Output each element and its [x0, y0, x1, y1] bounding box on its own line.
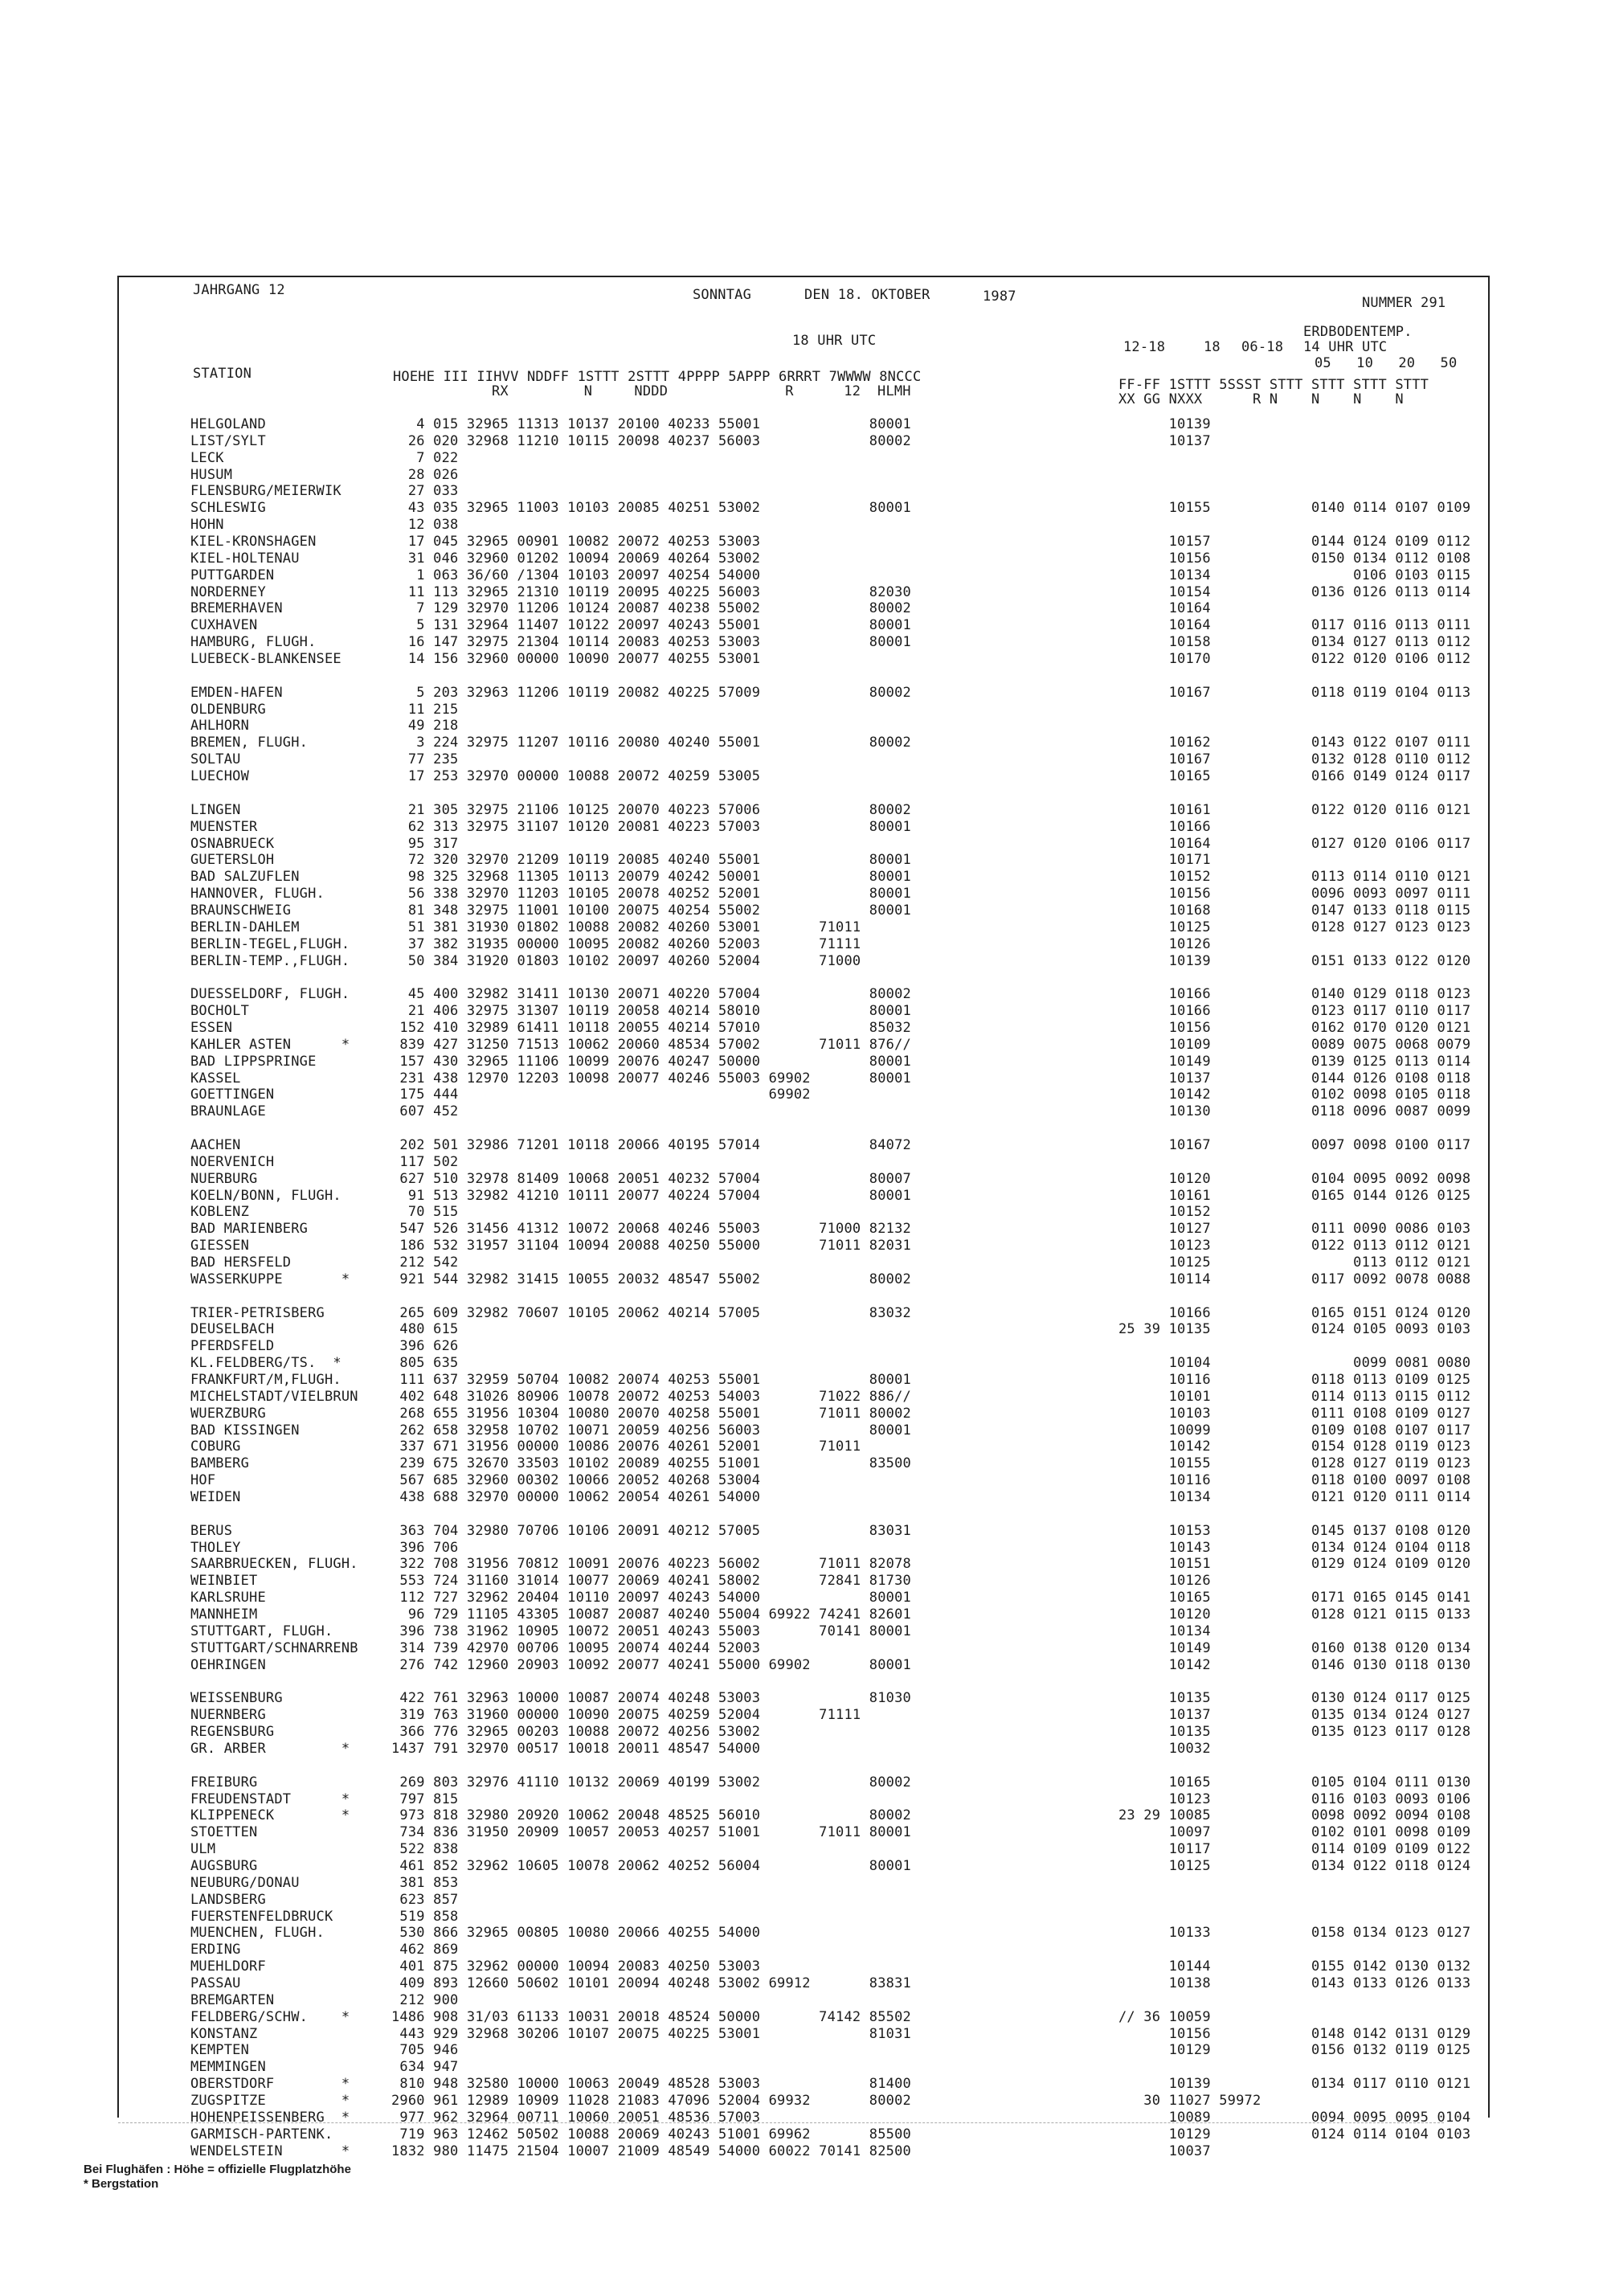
station-extra-values: 10134 0106 0103 0115	[1118, 567, 1471, 583]
station-name: HELGOLAND	[190, 416, 266, 432]
station-name: BAD LIPPSPRINGE	[190, 1054, 317, 1070]
station-synop-values: 95 317	[391, 836, 459, 852]
footnote-airports: Bei Flughäfen : Höhe = offizielle Flugplatzhöhe	[84, 2163, 351, 2176]
station-synop-values: 810 948 32580 10000 10063 20049 48528 53003 81400	[391, 2076, 911, 2092]
station-name: ZUGSPITZE *	[190, 2093, 350, 2109]
station-name: WEISSENBURG	[190, 1690, 283, 1706]
station-name: FUERSTENFELDBRUCK	[190, 1909, 333, 1925]
station-synop-values: 396 626	[391, 1338, 459, 1354]
station-synop-values: 7 129 32970 11206 10124 20087 40238 55002 80002	[391, 600, 911, 616]
station-synop-values: 461 852 32962 10605 10078 20062 40252 56004 80001	[391, 1858, 911, 1874]
station-synop-values: 212 542	[391, 1254, 459, 1271]
station-extra-values: 10167 0097 0098 0100 0117	[1118, 1137, 1471, 1153]
station-extra-values: 10166 0165 0151 0124 0120	[1118, 1305, 1471, 1321]
station-synop-values: 3 224 32975 11207 10116 20080 40240 55001 80002	[391, 735, 911, 751]
station-extra-values: 10157 0144 0124 0109 0112	[1118, 534, 1471, 550]
station-synop-values: 17 045 32965 00901 10082 20072 40253 53003	[391, 534, 761, 550]
station-synop-values: 117 502	[391, 1154, 459, 1170]
station-synop-values: 265 609 32982 70607 10105 20062 40214 57005 83032	[391, 1305, 911, 1321]
station-name: WENDELSTEIN *	[190, 2143, 350, 2159]
station-extra-values: 10149 0160 0138 0120 0134	[1118, 1640, 1471, 1656]
station-extra-values: 10168 0147 0133 0118 0115	[1118, 902, 1471, 919]
station-synop-values: 797 815	[391, 1791, 459, 1807]
station-extra-values: 10126	[1118, 1573, 1211, 1589]
station-synop-values: 81 348 32975 11001 10100 20075 40254 55002 80001	[391, 902, 911, 919]
main-column-headers-sub: RX N NDDD R 12 HLMH	[492, 383, 911, 399]
station-name: NUERNBERG	[190, 1707, 266, 1723]
station-synop-values: 734 836 31950 20909 10057 20053 40257 51001 71011 80001	[391, 1824, 911, 1840]
station-extra-values: 23 29 10085 0098 0092 0094 0108	[1118, 1807, 1471, 1823]
station-synop-values: 56 338 32970 11203 10105 20078 40252 52001 80001	[391, 886, 911, 902]
station-name: FELDBERG/SCHW. *	[190, 2009, 350, 2025]
station-name: FREUDENSTADT *	[190, 1791, 350, 1807]
station-extra-values: 10164 0117 0116 0113 0111	[1118, 617, 1471, 633]
station-synop-values: 634 947	[391, 2059, 459, 2075]
station-extra-values: 10037	[1118, 2143, 1211, 2159]
station-name: TRIER-PETRISBERG	[190, 1305, 325, 1321]
station-synop-values: 366 776 32965 00203 10088 20072 40256 53002	[391, 1724, 761, 1740]
station-name: FREIBURG	[190, 1774, 258, 1791]
station-extra-values: 10164	[1118, 600, 1211, 616]
station-extra-values: 10125 0128 0127 0123 0123	[1118, 919, 1471, 935]
station-extra-values: 10138 0143 0133 0126 0133	[1118, 1975, 1471, 1991]
station-name: MANNHEIM	[190, 1606, 258, 1623]
station-synop-values: 623 857	[391, 1892, 459, 1908]
station-name: KEMPTEN	[190, 2042, 250, 2058]
station-name: NORDERNEY	[190, 584, 266, 600]
station-synop-values: 12 038	[391, 517, 459, 533]
station-synop-values: 175 444 69902	[391, 1087, 811, 1103]
year-label: 1987	[983, 289, 1016, 305]
station-synop-values: 2960 961 12989 10909 11028 21083 47096 52004 69932 80002	[391, 2093, 911, 2109]
station-extra-values: 10164 0127 0120 0106 0117	[1118, 836, 1471, 852]
station-extra-values: 10171	[1118, 852, 1211, 868]
station-synop-values: 443 929 32968 30206 10107 20075 40225 53001 81031	[391, 2026, 911, 2042]
station-name: MUEHLDORF	[190, 1958, 266, 1975]
station-name: BAD KISSINGEN	[190, 1422, 300, 1439]
station-name: KL.FELDBERG/TS. *	[190, 1355, 341, 1371]
station-synop-values: 977 962 32964 00711 10060 20051 48536 57003	[391, 2110, 761, 2126]
station-synop-values: 21 406 32975 31307 10119 20058 40214 58010 80001	[391, 1003, 911, 1019]
station-name: BAMBERG	[190, 1455, 250, 1471]
station-name: BAD MARIENBERG	[190, 1221, 309, 1237]
station-name: MUENCHEN, FLUGH.	[190, 1925, 325, 1941]
main-time-label: 18 UHR UTC	[792, 333, 877, 349]
station-name: AUGSBURG	[190, 1858, 258, 1874]
station-name: STUTTGART, FLUGH.	[190, 1623, 333, 1639]
station-extra-values: 10156 0148 0142 0131 0129	[1118, 2026, 1471, 2042]
station-synop-values: 231 438 12970 12203 10098 20077 40246 55003 69902 80001	[391, 1070, 911, 1087]
right-column-headers: FF-FF 1STTT 5SSST STTT STTT STTT STTT	[1118, 377, 1429, 393]
station-synop-values: 396 706	[391, 1540, 459, 1556]
station-name: BERLIN-TEGEL,FLUGH.	[190, 936, 350, 952]
station-extra-values: 10116 0118 0100 0097 0108	[1118, 1472, 1471, 1488]
station-synop-values: 409 893 12660 50602 10101 20094 40248 53002 69912 83831	[391, 1975, 911, 1991]
station-synop-values: 319 763 31960 00000 10090 20075 40259 52004 71111	[391, 1707, 861, 1723]
station-extra-values: 10165 0171 0165 0145 0141	[1118, 1590, 1471, 1606]
station-extra-values: 10155 0140 0114 0107 0109	[1118, 500, 1471, 516]
station-synop-values: 438 688 32970 00000 10062 20054 40261 54000	[391, 1489, 761, 1505]
station-extra-values: 10117 0114 0109 0109 0122	[1118, 1841, 1471, 1857]
station-synop-values: 337 671 31956 00000 10086 20076 40261 52001 71011	[391, 1439, 861, 1455]
erdboden-time-label: 14 UHR UTC	[1303, 339, 1388, 355]
station-name: GOETTINGEN	[190, 1087, 275, 1103]
weekday-label: SONNTAG	[693, 287, 752, 303]
station-name: DEUSELBACH	[190, 1321, 275, 1337]
station-synop-values: 5 203 32963 11206 10119 20082 40225 57009 80002	[391, 685, 911, 701]
erdboden-depths: 05 10 20 50	[1315, 355, 1458, 371]
station-synop-values: 77 235	[391, 751, 459, 767]
station-extra-values: 10151 0129 0124 0109 0120	[1118, 1556, 1471, 1572]
station-name: BRAUNSCHWEIG	[190, 902, 292, 919]
station-synop-values: 28 026	[391, 467, 459, 483]
station-name: ULM	[190, 1841, 216, 1857]
right-column-headers-sub: XX GG NXXX R N N N N	[1118, 391, 1404, 407]
station-extra-values: 10099 0109 0108 0107 0117	[1118, 1422, 1471, 1439]
station-name: FRANKFURT/M,FLUGH.	[190, 1372, 341, 1388]
station-extra-values: 10153 0145 0137 0108 0120	[1118, 1523, 1471, 1539]
station-name: HANNOVER, FLUGH.	[190, 886, 325, 902]
station-name: SCHLESWIG	[190, 500, 266, 516]
station-extra-values: 10166	[1118, 819, 1211, 835]
station-extra-values: 10137 0144 0126 0108 0118	[1118, 1070, 1471, 1087]
station-extra-values: 10162 0143 0122 0107 0111	[1118, 735, 1471, 751]
station-extra-values: 10154 0136 0126 0113 0114	[1118, 584, 1471, 600]
station-synop-values: 157 430 32965 11106 10099 20076 40247 50000 80001	[391, 1054, 911, 1070]
erdboden-label: ERDBODENTEMP.	[1303, 324, 1413, 340]
station-name: KLIPPENECK *	[190, 1807, 350, 1823]
station-name: PASSAU	[190, 1975, 241, 1991]
station-extra-values: 10127 0111 0090 0086 0103	[1118, 1221, 1471, 1237]
station-synop-values: 1486 908 31/03 61133 10031 20018 48524 50000 74142 85502	[391, 2009, 911, 2025]
station-synop-values: 522 838	[391, 1841, 459, 1857]
station-extra-values: 10109 0089 0075 0068 0079	[1118, 1037, 1471, 1053]
station-name: LUEBECK-BLANKENSEE	[190, 651, 341, 667]
station-name: SOLTAU	[190, 751, 241, 767]
station-name: BRAUNLAGE	[190, 1103, 266, 1119]
station-name: KAHLER ASTEN *	[190, 1037, 350, 1053]
station-extra-values: 10144 0155 0142 0130 0132	[1118, 1958, 1471, 1975]
station-name: BREMERHAVEN	[190, 600, 283, 616]
station-name: WEINBIET	[190, 1573, 258, 1589]
station-extra-values: 10134 0121 0120 0111 0114	[1118, 1489, 1471, 1505]
station-extra-values: 10137 0135 0134 0124 0127	[1118, 1707, 1471, 1723]
station-name: MUENSTER	[190, 819, 258, 835]
station-column-header: STATION	[193, 366, 252, 382]
station-synop-values: 627 510 32978 81409 10068 20051 40232 57004 80007	[391, 1171, 911, 1187]
station-name: HOHENPEISSENBERG *	[190, 2110, 350, 2126]
station-extra-values: 10139 0134 0117 0110 0121	[1118, 2076, 1471, 2092]
station-name: HOHN	[190, 517, 224, 533]
station-synop-values: 314 739 42970 00706 10095 20074 40244 52003	[391, 1640, 761, 1656]
station-synop-values: 152 410 32989 61411 10118 20055 40214 57010 85032	[391, 1020, 911, 1036]
station-synop-values: 401 875 32962 00000 10094 20083 40250 53003	[391, 1958, 761, 1975]
station-name: HAMBURG, FLUGH.	[190, 634, 317, 650]
station-synop-values: 112 727 32962 20404 10110 20097 40243 54000 80001	[391, 1590, 911, 1606]
station-name: REGENSBURG	[190, 1724, 275, 1740]
station-name: THOLEY	[190, 1540, 241, 1556]
station-name: EMDEN-HAFEN	[190, 685, 283, 701]
station-synop-values: 21 305 32975 21106 10125 20070 40223 57006 80002	[391, 802, 911, 818]
station-name: FLENSBURG/MEIERWIK	[190, 483, 341, 499]
station-extra-values: 10142 0154 0128 0119 0123	[1118, 1439, 1471, 1455]
station-name: BERLIN-DAHLEM	[190, 919, 300, 935]
station-synop-values: 239 675 32670 33503 10102 20089 40255 51001 83500	[391, 1455, 911, 1471]
station-extra-values: 10120 0104 0095 0092 0098	[1118, 1171, 1471, 1187]
station-synop-values: 91 513 32982 41210 10111 20077 40224 57004 80001	[391, 1188, 911, 1204]
station-extra-values: 10166 0140 0129 0118 0123	[1118, 986, 1471, 1002]
station-synop-values: 11 215	[391, 702, 459, 718]
station-extra-values: 10170 0122 0120 0106 0112	[1118, 651, 1471, 667]
station-synop-values: 5 131 32964 11407 10122 20097 40243 55001 80001	[391, 617, 911, 633]
station-synop-values: 921 544 32982 31415 10055 20032 48547 55002 80002	[391, 1271, 911, 1287]
station-name: LINGEN	[190, 802, 241, 818]
station-name: LUECHOW	[190, 768, 250, 784]
station-extra-values: 10143 0134 0124 0104 0118	[1118, 1540, 1471, 1556]
station-synop-values: 51 381 31930 01802 10088 20082 40260 53001 71011	[391, 919, 861, 935]
station-synop-values: 519 858	[391, 1909, 459, 1925]
station-synop-values: 462 869	[391, 1942, 459, 1958]
station-name: AACHEN	[190, 1137, 241, 1153]
station-name: AHLHORN	[190, 718, 250, 734]
station-name: GARMISCH-PARTENK.	[190, 2126, 333, 2143]
station-synop-values: 186 532 31957 31104 10094 20088 40250 55000 71011 82031	[391, 1238, 911, 1254]
station-extra-values: 10156 0162 0170 0120 0121	[1118, 1020, 1471, 1036]
station-synop-values: 212 900	[391, 1992, 459, 2008]
station-extra-values: 10167 0118 0119 0104 0113	[1118, 685, 1471, 701]
station-name: WUERZBURG	[190, 1406, 266, 1422]
station-extra-values: 10116 0118 0113 0109 0125	[1118, 1372, 1471, 1388]
station-extra-values: 25 39 10135 0124 0105 0093 0103	[1118, 1321, 1471, 1337]
period-18: 18	[1204, 339, 1221, 355]
station-synop-values: 839 427 31250 71513 10062 20060 48534 57002 71011 876//	[391, 1037, 911, 1053]
station-extra-values: 10139 0151 0133 0122 0120	[1118, 953, 1471, 969]
station-extra-values: 10120 0128 0121 0115 0133	[1118, 1606, 1471, 1623]
station-name: BREMGARTEN	[190, 1992, 275, 2008]
station-name: LANDSBERG	[190, 1892, 266, 1908]
station-name: HOF	[190, 1472, 216, 1488]
station-synop-values: 719 963 12462 50502 10088 20069 40243 51001 69962 85500	[391, 2126, 911, 2143]
station-extra-values: 10142 0102 0098 0105 0118	[1118, 1087, 1471, 1103]
station-name: COBURG	[190, 1439, 241, 1455]
station-extra-values: 10126	[1118, 936, 1211, 952]
station-name: OEHRINGEN	[190, 1657, 266, 1673]
station-name: NUERBURG	[190, 1171, 258, 1187]
station-synop-values: 805 635	[391, 1355, 459, 1371]
station-synop-values: 70 515	[391, 1204, 459, 1220]
station-extra-values: 10156 0096 0093 0097 0111	[1118, 886, 1471, 902]
station-synop-values: 396 738 31962 10905 10072 20051 40243 55003 70141 80001	[391, 1623, 911, 1639]
station-synop-values: 973 818 32980 20920 10062 20048 48525 56010 80002	[391, 1807, 911, 1823]
main-column-headers: HOEHE III IIHVV NDDFF 1STTT 2STTT 4PPPP 5APPP 6RRRT 7WWWW 8NCCC	[393, 369, 922, 385]
station-name: PUTTGARDEN	[190, 567, 275, 583]
station-synop-values: 276 742 12960 20903 10092 20077 40241 55000 69902 80001	[391, 1657, 911, 1673]
station-synop-values: 202 501 32986 71201 10118 20066 40195 57014 84072	[391, 1137, 911, 1153]
station-synop-values: 402 648 31026 80906 10078 20072 40253 54003 71022 886//	[391, 1389, 911, 1405]
station-name: GIESSEN	[190, 1238, 250, 1254]
station-name: OSNABRUECK	[190, 836, 275, 852]
station-name: OLDENBURG	[190, 702, 266, 718]
station-name: BERUS	[190, 1523, 233, 1539]
station-synop-values: 480 615	[391, 1321, 459, 1337]
station-name: LECK	[190, 450, 224, 466]
station-synop-values: 11 113 32965 21310 10119 20095 40225 56003 82030	[391, 584, 911, 600]
station-extra-values: 10114 0117 0092 0078 0088	[1118, 1271, 1471, 1287]
jahrgang-label: JAHRGANG 12	[193, 282, 285, 298]
station-synop-values: 422 761 32963 10000 10087 20074 40248 53003 81030	[391, 1690, 911, 1706]
station-extra-values: 10104 0099 0081 0080	[1118, 1355, 1471, 1371]
station-synop-values: 553 724 31160 31014 10077 20069 40241 58002 72841 81730	[391, 1573, 911, 1589]
station-name: BAD HERSFELD	[190, 1254, 292, 1271]
station-extra-values: 10149 0139 0125 0113 0114	[1118, 1054, 1471, 1070]
station-name: GUETERSLOH	[190, 852, 275, 868]
station-name: CUXHAVEN	[190, 617, 258, 633]
station-synop-values: 98 325 32968 11305 10113 20079 40242 50001 80001	[391, 869, 911, 885]
station-name: KARLSRUHE	[190, 1590, 266, 1606]
station-extra-values: 10156 0150 0134 0112 0108	[1118, 550, 1471, 567]
period-12-18: 12-18	[1123, 339, 1166, 355]
station-synop-values: 1 063 36/60 /1304 10103 20097 40254 54000	[391, 567, 761, 583]
station-extra-values: 10139	[1118, 416, 1211, 432]
station-name: HUSUM	[190, 467, 233, 483]
station-synop-values: 96 729 11105 43305 10087 20087 40240 55004 69922 74241 82601	[391, 1606, 911, 1623]
station-synop-values: 530 866 32965 00805 10080 20066 40255 54000	[391, 1925, 761, 1941]
station-extra-values: 10161 0122 0120 0116 0121	[1118, 802, 1471, 818]
station-name: DUESSELDORF, FLUGH.	[190, 986, 350, 1002]
station-extra-values: 10101 0114 0113 0115 0112	[1118, 1389, 1471, 1405]
issue-number: NUMMER 291	[1362, 295, 1446, 311]
station-name: WEIDEN	[190, 1489, 241, 1505]
station-synop-values: 72 320 32970 21209 10119 20085 40240 55001 80001	[391, 852, 911, 868]
station-synop-values: 27 033	[391, 483, 459, 499]
station-extra-values: 10165 0105 0104 0111 0130	[1118, 1774, 1471, 1791]
station-synop-values: 607 452	[391, 1103, 459, 1119]
station-name: BREMEN, FLUGH.	[190, 735, 309, 751]
station-name: MEMMINGEN	[190, 2059, 266, 2075]
station-name: BERLIN-TEMP.,FLUGH.	[190, 953, 350, 969]
station-name: BOCHOLT	[190, 1003, 250, 1019]
station-name: PFERDSFELD	[190, 1338, 275, 1354]
station-synop-values: 1832 980 11475 21504 10007 21009 48549 54000 60022 70141 82500	[391, 2143, 911, 2159]
station-synop-values: 262 658 32958 10702 10071 20059 40256 56003 80001	[391, 1422, 911, 1439]
period-06-18: 06-18	[1241, 339, 1284, 355]
station-synop-values: 268 655 31956 10304 10080 20070 40258 55001 71011 80002	[391, 1406, 911, 1422]
station-name: BAD SALZUFLEN	[190, 869, 300, 885]
station-name: WASSERKUPPE *	[190, 1271, 350, 1287]
station-synop-values: 50 384 31920 01803 10102 20097 40260 52004 71000	[391, 953, 861, 969]
station-extra-values: 10152	[1118, 1204, 1211, 1220]
station-extra-values: 10161 0165 0144 0126 0125	[1118, 1188, 1471, 1204]
station-extra-values: 10135 0130 0124 0117 0125	[1118, 1690, 1471, 1706]
station-extra-values: 10097 0102 0101 0098 0109	[1118, 1824, 1471, 1840]
station-synop-values: 322 708 31956 70812 10091 20076 40223 56002 71011 82078	[391, 1556, 911, 1572]
station-synop-values: 14 156 32960 00000 10090 20077 40255 53001	[391, 651, 761, 667]
station-extra-values: 10135 0135 0123 0117 0128	[1118, 1724, 1471, 1740]
station-synop-values: 62 313 32975 31107 10120 20081 40223 57003 80001	[391, 819, 911, 835]
station-synop-values: 381 853	[391, 1875, 459, 1891]
station-name: KIEL-KRONSHAGEN	[190, 534, 317, 550]
bottom-rule	[118, 2122, 1444, 2123]
station-synop-values: 45 400 32982 31411 10130 20071 40220 57004 80002	[391, 986, 911, 1002]
station-synop-values: 16 147 32975 21304 10114 20083 40253 53003 80001	[391, 634, 911, 650]
station-name: GR. ARBER *	[190, 1741, 350, 1757]
station-synop-values: 363 704 32980 70706 10106 20091 40212 57005 83031	[391, 1523, 911, 1539]
station-name: LIST/SYLT	[190, 433, 266, 449]
station-synop-values: 26 020 32968 11210 10115 20098 40237 56003 80002	[391, 433, 911, 449]
station-synop-values: 1437 791 32970 00517 10018 20011 48547 54000	[391, 1741, 761, 1757]
station-extra-values: 10165 0166 0149 0124 0117	[1118, 768, 1471, 784]
station-synop-values: 49 218	[391, 718, 459, 734]
station-extra-values: 10167 0132 0128 0110 0112	[1118, 751, 1471, 767]
station-synop-values: 547 526 31456 41312 10072 20068 40246 55003 71000 82132	[391, 1221, 911, 1237]
station-extra-values: 10166 0123 0117 0110 0117	[1118, 1003, 1471, 1019]
station-extra-values: 10142 0146 0130 0118 0130	[1118, 1657, 1471, 1673]
station-extra-values: 10152 0113 0114 0110 0121	[1118, 869, 1471, 885]
station-synop-values: 17 253 32970 00000 10088 20072 40259 53005	[391, 768, 761, 784]
station-name: STUTTGART/SCHNARRENB	[190, 1640, 358, 1656]
station-extra-values: 10032	[1118, 1741, 1211, 1757]
station-name: SAARBRUECKEN, FLUGH.	[190, 1556, 358, 1572]
station-extra-values: 10158 0134 0127 0113 0112	[1118, 634, 1471, 650]
station-synop-values: 269 803 32976 41110 10132 20069 40199 53002 80002	[391, 1774, 911, 1791]
date-label: DEN 18. OKTOBER	[804, 287, 930, 303]
station-name: ESSEN	[190, 1020, 233, 1036]
station-extra-values: 10129 0156 0132 0119 0125	[1118, 2042, 1471, 2058]
station-name: KASSEL	[190, 1070, 241, 1087]
station-name: NEUBURG/DONAU	[190, 1875, 300, 1891]
station-extra-values: 10133 0158 0134 0123 0127	[1118, 1925, 1471, 1941]
station-name: MICHELSTADT/VIELBRUN	[190, 1389, 358, 1405]
station-extra-values: 10134	[1118, 1623, 1211, 1639]
station-extra-values: 10155 0128 0127 0119 0123	[1118, 1455, 1471, 1471]
station-extra-values: 10137	[1118, 433, 1211, 449]
station-synop-values: 31 046 32960 01202 10094 20069 40264 53002	[391, 550, 761, 567]
station-synop-values: 7 022	[391, 450, 459, 466]
station-name: NOERVENICH	[190, 1154, 275, 1170]
station-extra-values: // 36 10059	[1118, 2009, 1211, 2025]
station-extra-values: 30 11027 59972	[1118, 2093, 1261, 2109]
station-extra-values: 10125 0113 0112 0121	[1118, 1254, 1471, 1271]
station-name: KIEL-HOLTENAU	[190, 550, 300, 567]
station-extra-values: 10089 0094 0095 0095 0104	[1118, 2110, 1471, 2126]
station-name: KOBLENZ	[190, 1204, 250, 1220]
station-synop-values: 4 015 32965 11313 10137 20100 40233 55001 80001	[391, 416, 911, 432]
station-extra-values: 10129 0124 0114 0104 0103	[1118, 2126, 1471, 2143]
station-extra-values: 10125 0134 0122 0118 0124	[1118, 1858, 1471, 1874]
station-synop-values: 37 382 31935 00000 10095 20082 40260 52003 71111	[391, 936, 861, 952]
station-extra-values: 10103 0111 0108 0109 0127	[1118, 1406, 1471, 1422]
station-synop-values: 111 637 32959 50704 10082 20074 40253 55001 80001	[391, 1372, 911, 1388]
station-extra-values: 10123 0122 0113 0112 0121	[1118, 1238, 1471, 1254]
station-synop-values: 705 946	[391, 2042, 459, 2058]
station-extra-values: 10130 0118 0096 0087 0099	[1118, 1103, 1471, 1119]
station-name: OBERSTDORF *	[190, 2076, 350, 2092]
station-name: KOELN/BONN, FLUGH.	[190, 1188, 341, 1204]
station-extra-values: 10123 0116 0103 0093 0106	[1118, 1791, 1471, 1807]
station-name: KONSTANZ	[190, 2026, 258, 2042]
station-synop-values: 567 685 32960 00302 10066 20052 40268 53004	[391, 1472, 761, 1488]
station-name: STOETTEN	[190, 1824, 258, 1840]
footnote-mountain-station: * Bergstation	[84, 2177, 159, 2191]
station-synop-values: 43 035 32965 11003 10103 20085 40251 53002 80001	[391, 500, 911, 516]
station-name: ERDING	[190, 1942, 241, 1958]
